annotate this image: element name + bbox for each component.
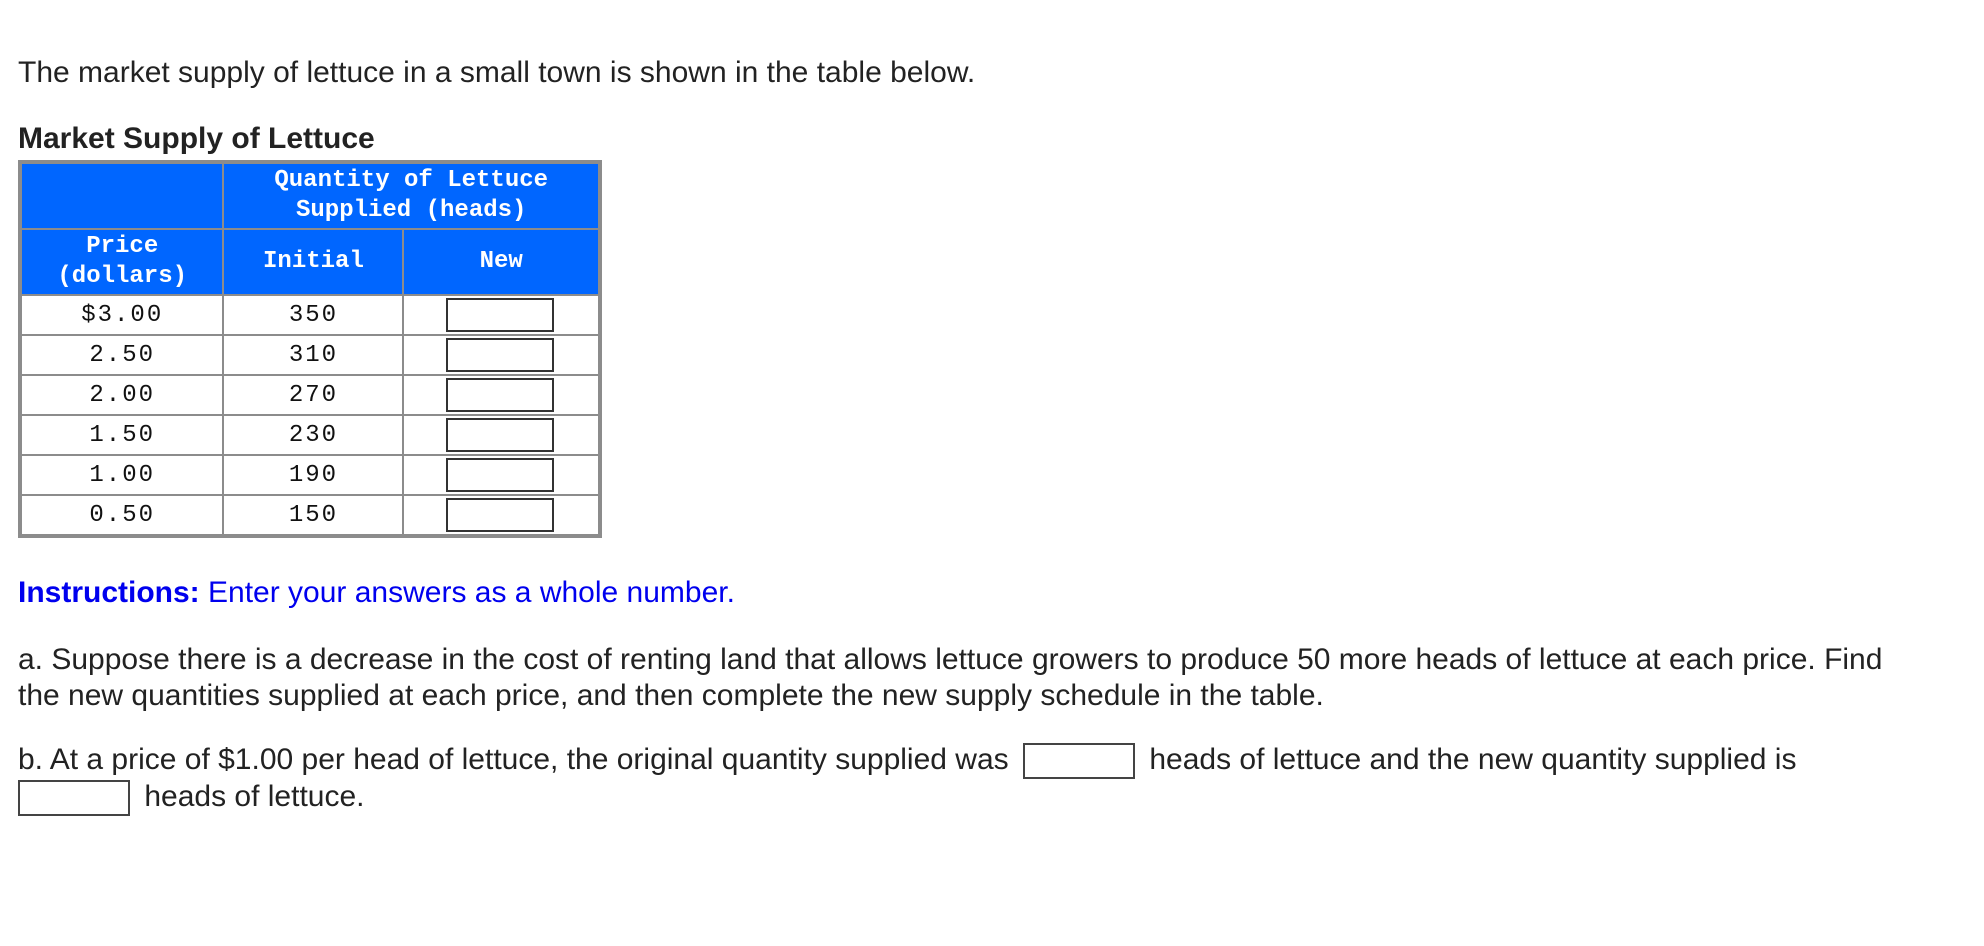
- question-b-part3: heads of lettuce.: [144, 780, 365, 814]
- new-quantity-input[interactable]: [446, 378, 554, 412]
- table-row: [22, 376, 598, 414]
- table-title: Market Supply of Lettuce: [18, 122, 375, 155]
- instructions-text: Enter your answers as a whole number.: [199, 576, 735, 609]
- table-row: [22, 336, 598, 374]
- price-cell: 2.00: [22, 376, 222, 414]
- new-quantity-answer-input[interactable]: [18, 780, 130, 816]
- initial-cell: 190: [224, 456, 402, 494]
- question-b-part2: heads of lettuce and the new quantity supplied is: [1149, 743, 1797, 776]
- table-header-row: [22, 164, 598, 228]
- new-quantity-input[interactable]: [446, 338, 554, 372]
- new-quantity-input[interactable]: [446, 498, 554, 532]
- question-a: a. Suppose there is a decrease in the cost of renting land that allows lettuce growers to produce 50 more heads of lettuce at each price. Find the new quantities supplied at each price, and then complete the new supply schedule in the table.: [18, 643, 1883, 712]
- table-row: [22, 496, 598, 534]
- new-cell: [404, 456, 598, 494]
- new-quantity-input[interactable]: [446, 458, 554, 492]
- question-b-part1: b. At a price of $1.00 per head of lettuce, the original quantity supplied was: [18, 743, 1009, 776]
- initial-cell: 350: [224, 296, 402, 334]
- initial-cell: 150: [224, 496, 402, 534]
- instructions: [18, 572, 1958, 614]
- new-cell: [404, 336, 598, 374]
- price-cell: 1.50: [22, 416, 222, 454]
- price-cell: $3.00: [22, 296, 222, 334]
- table-row: [22, 296, 598, 334]
- header-quantity-group: Quantity of Lettuce Supplied (heads): [224, 164, 598, 228]
- original-quantity-input[interactable]: [1023, 743, 1135, 779]
- new-cell: [404, 296, 598, 334]
- new-quantity-input[interactable]: [446, 298, 554, 332]
- price-cell: 0.50: [22, 496, 222, 534]
- intro-text: The market supply of lettuce in a small town is shown in the table below.: [18, 56, 976, 89]
- header-initial: Initial: [224, 230, 402, 294]
- table-row: [22, 416, 598, 454]
- new-quantity-input[interactable]: [446, 418, 554, 452]
- header-blank-cell: [22, 164, 222, 228]
- instructions-label: Instructions:: [18, 576, 200, 609]
- new-cell: [404, 416, 598, 454]
- new-cell: [404, 376, 598, 414]
- price-cell: 2.50: [22, 336, 222, 374]
- table-subheader-row: [22, 230, 598, 294]
- initial-cell: 270: [224, 376, 402, 414]
- question-b: [18, 742, 1898, 816]
- question-content: [18, 50, 1958, 816]
- new-cell: [404, 496, 598, 534]
- supply-table: [18, 160, 602, 538]
- initial-cell: 310: [224, 336, 402, 374]
- table-row: [22, 456, 598, 494]
- header-price: Price (dollars): [22, 230, 222, 294]
- header-new: New: [404, 230, 598, 294]
- initial-cell: 230: [224, 416, 402, 454]
- price-cell: 1.00: [22, 456, 222, 494]
